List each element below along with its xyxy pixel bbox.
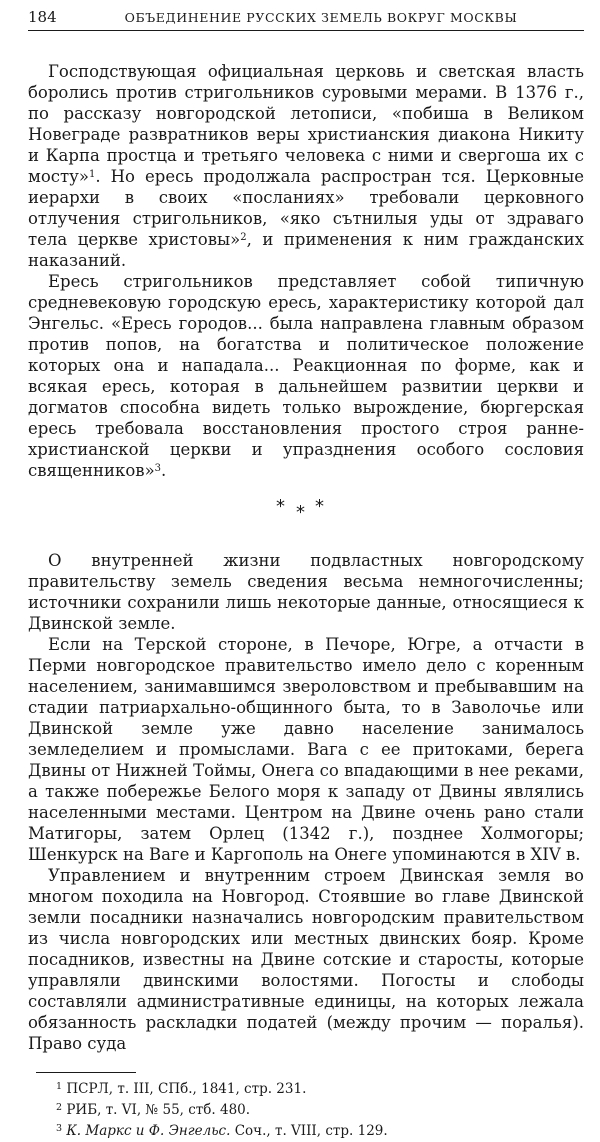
separator-star: * (315, 496, 324, 517)
paragraph-1 (28, 61, 584, 271)
paragraph-1-part-a: Господствующая официальная церковь и светская власть боролись против стригольников суровыми мерами. В 1376 г., по рассказу новгородской летописи, «побиша в Великом Новеграде развратников веры христианския диакона Никиту и Карпа простца и третьяго человека с ними и свергоша их с мосту» (28, 62, 584, 186)
paragraph-1-part-c: , и применения к ним гражданских наказаний. (28, 230, 584, 270)
footnote-3 (56, 1121, 584, 1142)
footnote-ref-3: 3 (154, 463, 162, 474)
paragraph-5: Управлением и внутренним строем Двинская земля во многом походила на Новгород. Стоявшие во главе Двинской земли посадники назначались новгородским правительством из числа новгородских или местных двинских бояр. Кроме посадников, известны на Двине сотские и старосты, которые управляли двинскими волостями. Погосты и слободы составляли административные единицы, на которых лежала обязанность раскладки податей (между прочим — поралья). Право суда (28, 866, 584, 1053)
running-head: ОБЪЕДИНЕНИЕ РУССКИХ ЗЕМЕЛЬ ВОКРУГ МОСКВЫ (124, 10, 518, 25)
page-number: 184 (28, 8, 57, 26)
paragraph-2 (28, 271, 584, 481)
footnote-text: РИБ, т. VI, № 55, стб. 480. (66, 1102, 251, 1118)
footnote-2 (56, 1100, 584, 1121)
paragraph-1-part-b: . Но ересь продолжала распростран тся. Церковные иерархи в своих «посланиях» требовали церковного отлучения стригольников, «яко сътнилыя уды от здраваго тела церкве христовы» (28, 167, 584, 249)
footnote-1 (56, 1079, 584, 1100)
footnote-ref-2: 2 (240, 232, 247, 243)
footnote-text: Соч., т. VIII, стр. 129. (230, 1123, 388, 1139)
page-header (28, 8, 584, 31)
paragraph-2-part-a: Ересь стригольников представляет собой типичную средневековую городскую ересь, характеристику которой дал Энгельс. «Ересь городов... была направлена главным образом против попов, на богатства и политическое положение которых она и нападала... Реакционная по форме, как и всякая ересь, которая в дальнейшем развитии церкви и догматов способна видеть только вырождение, бюргерская ересь требовала восстановления простого строя ранне-христианской церкви и упразднения особого сословия священников» (28, 272, 584, 480)
book-page (28, 8, 584, 1139)
footnote-number: 3 (56, 1123, 63, 1134)
footnotes (28, 1079, 584, 1142)
footnote-ref-1: 1 (88, 169, 96, 180)
separator-star: * (276, 496, 285, 517)
body-text (28, 61, 584, 1054)
section-separator (28, 492, 584, 544)
footnote-number: 1 (56, 1081, 63, 1092)
paragraph-3: О внутренней жизни подвластных новгородскому правительству земель сведения весьма немногочисленны; источники сохранили лишь некоторые данные, относящиеся к Двинской земле. (28, 551, 584, 633)
separator-star: * (296, 502, 305, 523)
footnote-number: 2 (56, 1102, 63, 1113)
footnote-authors: К. Маркс и Ф. Энгельс. (66, 1123, 231, 1139)
footnote-text: ПСРЛ, т. III, СПб., 1841, стр. 231. (66, 1081, 307, 1097)
paragraph-2-part-b: . (161, 461, 167, 480)
paragraph-4: Если на Терской стороне, в Печоре, Югре, а отчасти в Перми новгородское правительство имело дело с коренным населением, занимавшимся звероловством и пребывавшим на стадии патриархально-общинного быта, то в Заволочье или Двинской земле уже давно население занималось земледелием и промыслами. Вага с ее притоками, берега Двины от Нижней Тоймы, Онега со впадающими в нее реками, а также побережье Белого моря к западу от Двины являлись населенными местами. Центром на Двине очень рано стали Матигоры, затем Орлец (1342 г.), позднее Холмогоры; Шенкурск на Ваге и Каргополь на Онеге упоминаются в XIV в. (28, 635, 584, 864)
footnote-divider (36, 1072, 136, 1073)
